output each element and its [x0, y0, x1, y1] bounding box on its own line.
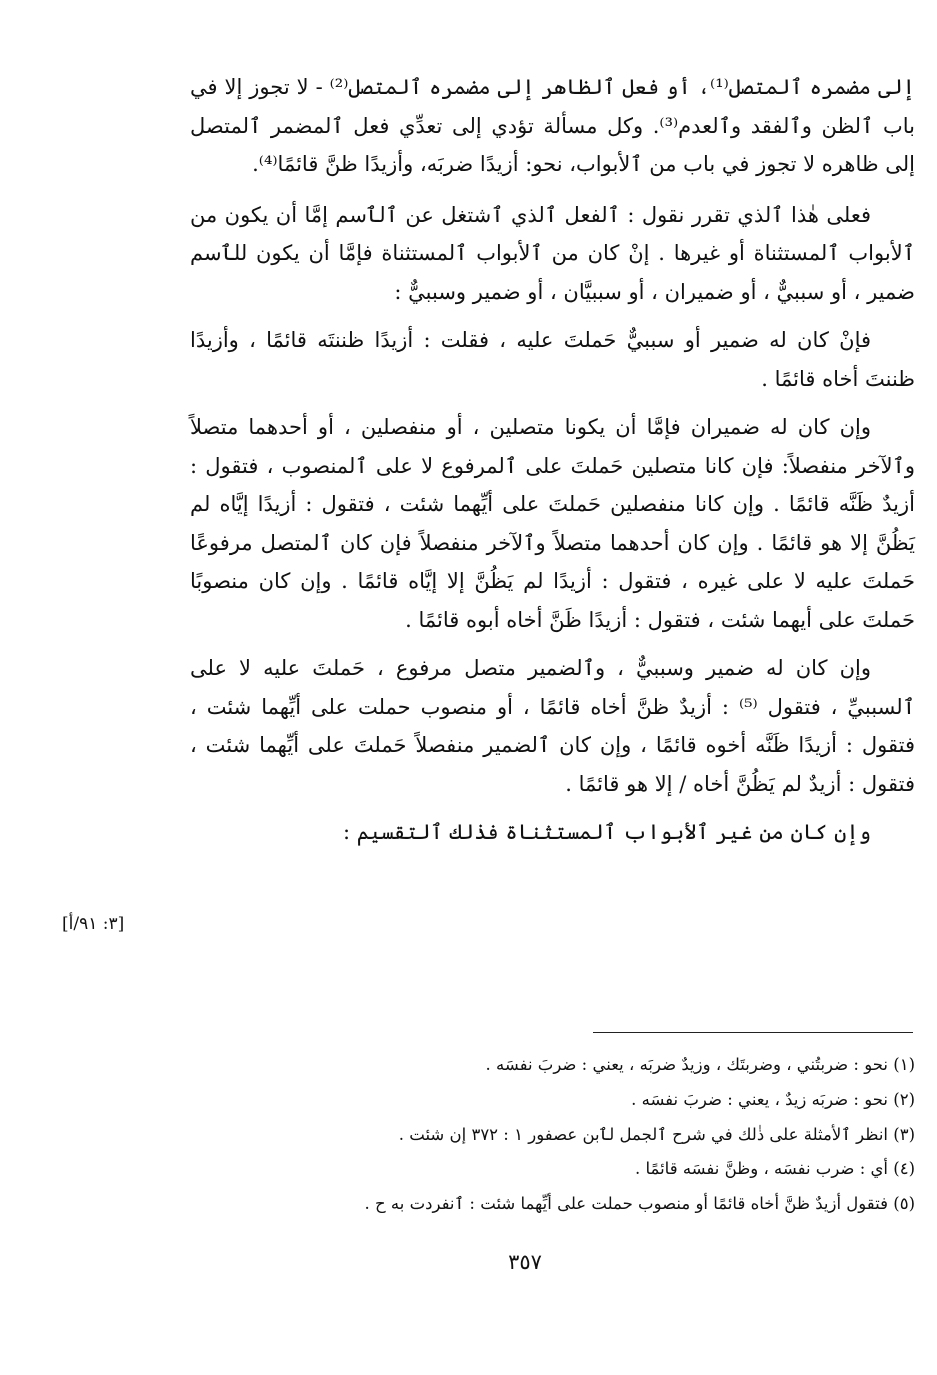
paragraph-4: وإن كان له ضميران فإمَّا أن يكونا متصلين ، أو منفصلين ، أو أحدهما متصلاً وٱلآخر منفصلاً: فإن كانا متصلين حَملتَ على ٱلمرفوع لا على ٱلمنصوب ، فتقول : أزيدٌ ظَنَّه قائمًا . وإن كانا منفصلين حَملتَ على أيِّهما شئت ، فتقول : أزيدًا إيَّاه لم يَظُنَّ إلا هو قائمًا . وإن كان أحدهما متصلاً وٱلآخر منفصلاً فإن كان ٱلمتصل مرفوعًا حَملتَ عليه لا على غيره ، فتقول : أزيدًا لم يَظُنَّ إلا إيَّاه قائمًا . وإن كان منصوبًا حَملتَ على أيهما شئت ، فتقول : أزيدًا ظَنَّ أخاه أبوه قائمًا . — [190, 415, 915, 632]
footnote-5: (٥) فتقول أزيدٌ ظنَّ أخاه قائمًا أو منصوب حملت على أيِّهما شئت : ٱنفردت به ح . — [364, 1194, 915, 1214]
manuscript-folio-reference: [٣: ٩١/أ] — [62, 914, 125, 934]
footnote-4: (٤) أي : ضرب نفسَه ، وظنَّ نفسَه قائمًا . — [635, 1159, 915, 1179]
main-text — [190, 68, 915, 862]
paragraph-2: فعلى هٰذا ٱلذي تقرر نقول : ٱلفعل ٱلذي ٱشتغل عن ٱلٱسم إمَّا أن يكون من ٱلأبواب ٱلمستثناة أو غيرها . إنْ كان من ٱلأبواب ٱلمستثناة فإمَّا أن يكون للٱسم ضمير ، أو سببيٌّ ، أو ضميران ، أو سببيَّان ، أو ضمير وسببيٌّ : — [190, 202, 915, 304]
paragraph-6: وإن كان من غير ٱلأبواب ٱلمستثناة فذٰلك ٱلتقسيم : — [342, 820, 871, 844]
paragraph-3: فإنْ كان له ضمير أو سببيٌّ حَملتَ عليه ، فقلت : أزيدًا ظننتَه قائمًا ، وأزيدًا ظننتَ أخاه قائمًا . — [190, 328, 915, 391]
paragraph-1: إلى مضمره ٱلمتصل⁽¹⁾، أو فعل ٱلظاهر إلى مضمره ٱلمتصل⁽²⁾ - لا تجوز إلا في باب ٱلظن وٱلفقد وٱلعدم⁽³⁾. وكل مسألة تؤدي إلى تعدِّي فعل ٱلمضمر ٱلمتصل إلى ظاهره لا تجوز في باب من ٱلأبواب، نحو: أزيدًا ضربَه، وأزيدًا ظنَّ قائمًا⁽⁴⁾. — [190, 75, 915, 176]
footnote-3: (٣) انظر ٱلأمثلة على ذٰلك في شرح ٱلجمل لٱبن عصفور ١ : ٣٧٢ إن شئت . — [398, 1124, 915, 1144]
footnote-divider — [593, 1032, 913, 1033]
footnote-1: (١) نحو : ضربتُني ، وضربتَك ، وزيدٌ ضربَه ، يعني : ضربَ نفسَه . — [485, 1055, 915, 1074]
paragraph-5: وإن كان له ضمير وسببيٌّ ، وٱلضمير متصل مرفوع ، حَملتَ عليه لا على ٱلسببيِّ ، فتقول ⁽⁵⁾ : أزيدٌ ظنَّ أخاه قائمًا ، أو منصوب حملت على أيِّهما شئت ، فتقول : أزيدًا ظَنَّه أخوه قائمًا ، وإن كان ٱلضمير منفصلاً حَملتَ على أيِّهما شئت ، فتقول : أزيدٌ لم يَظُنَّ أخاه / إلا هو قائمًا . — [190, 656, 916, 796]
footnote-2: (٢) نحو : ضربَه زيدٌ ، يعني : ضربَ نفسَه . — [631, 1089, 915, 1109]
footnotes — [230, 1048, 915, 1222]
page-number: ٣٥٧ — [508, 1250, 542, 1274]
